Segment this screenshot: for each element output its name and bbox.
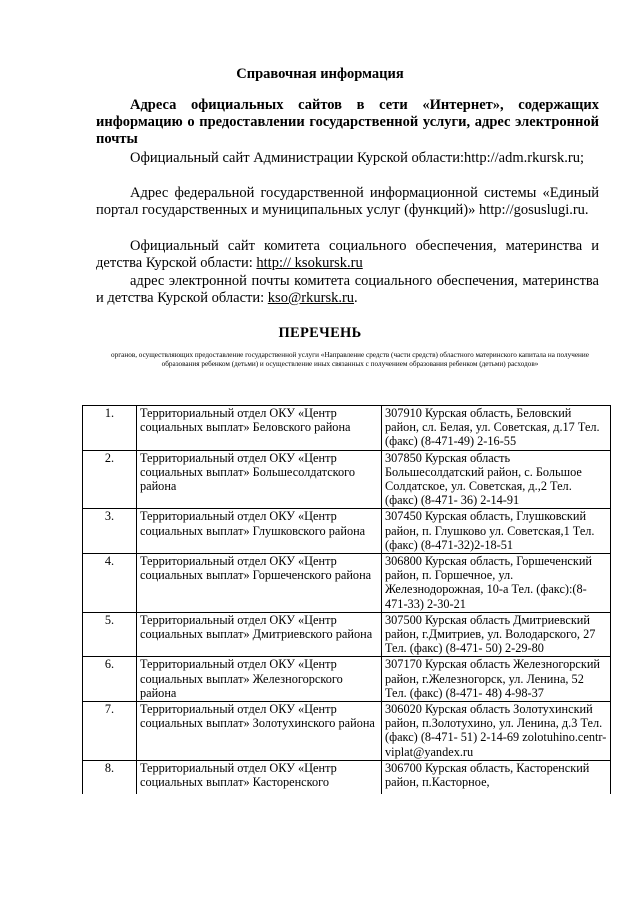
agency-address: 307850 Курская область Большесолдатский район, с. Большое Солдатское, ул. Советская, д.,2 Тел. (факс) (8-471- 36) 2-14-91 — [382, 450, 611, 509]
row-number: 5. — [83, 612, 137, 657]
agencies-table — [82, 405, 611, 794]
agency-address: 306800 Курская область, Горшеченский район, п. Горшечное, ул. Железнодорожная, 10-а Тел. (факс):(8-471-33) 2-30-21 — [382, 554, 611, 613]
committee-email-text — [96, 273, 599, 307]
list-heading: ПЕРЕЧЕНЬ — [278, 325, 362, 341]
table-row — [83, 406, 611, 451]
agency-address: 307910 Курская область, Беловский район, сл. Белая, ул. Советская, д.17 Тел. (факс) (8-471-49) 2-16-55 — [382, 406, 611, 451]
row-number: 2. — [83, 450, 137, 509]
agency-address: 307450 Курская область, Глушковский район, п. Глушково ул. Советская,1 Тел. (факс) (8-471-32)2-18-51 — [382, 509, 611, 554]
row-number: 8. — [83, 760, 137, 794]
agency-address: 307500 Курская область Дмитриевский район, г.Дмитриев, ул. Володарского, 27 Тел. (факс) (8-471- 50) 2-29-80 — [382, 612, 611, 657]
list-subtitle: органов, осуществляющих предоставление государственной услуги «Направление средств (части средств) областного материнского капитала на получение образования ребенком (детьми) и осуществление иных связанных с получением образования ребенком (детьми) расходов» — [111, 351, 589, 368]
addresses-heading: Адреса официальных сайтов в сети «Интернет», содержащих информацию о предоставлении государственной услуги, адрес электронной почты — [96, 97, 599, 147]
agency-name: Территориальный отдел ОКУ «Центр социальных выплат» Беловского района — [137, 406, 382, 451]
agency-address: 307170 Курская область Железногорский район, г.Железногорск, ул. Ленина, 52 Тел. (факс) (8-471- 48) 4-98-37 — [382, 657, 611, 702]
agency-address: 306700 Курская область, Касторенский район, п.Касторное, — [382, 760, 611, 794]
row-number: 1. — [83, 406, 137, 451]
agency-name: Территориальный отдел ОКУ «Центр социальных выплат» Горшеченского района — [137, 554, 382, 613]
admin-site-text: Официальный сайт Администрации Курской области:http://adm.rkursk.ru; — [130, 150, 585, 166]
committee-site-text — [96, 238, 599, 272]
table-row — [83, 509, 611, 554]
agency-name: Территориальный отдел ОКУ «Центр социальных выплат» Железногорского района — [137, 657, 382, 702]
table-row — [83, 657, 611, 702]
agency-name: Территориальный отдел ОКУ «Центр социальных выплат» Большесолдатского района — [137, 450, 382, 509]
committee-email-label: адрес электронной почты комитета социального обеспечения, материнства и детства Курской области: — [96, 273, 599, 306]
agency-name: Территориальный отдел ОКУ «Центр социальных выплат» Глушковского района — [137, 509, 382, 554]
federal-portal-text: Адрес федеральной государственной информационной системы «Единый портал государственных и муниципальных услуг (функций)» http://gosuslugi.ru. — [96, 185, 599, 218]
row-number: 6. — [83, 657, 137, 702]
table-row — [83, 450, 611, 509]
table-row — [83, 612, 611, 657]
committee-email-link[interactable]: kso@rkursk.ru — [267, 290, 355, 306]
agency-name: Территориальный отдел ОКУ «Центр социальных выплат» Дмитриевского района — [137, 612, 382, 657]
agency-name: Территориальный отдел ОКУ «Центр социальных выплат» Касторенского — [137, 760, 382, 794]
agency-address: 306020 Курская область Золотухинский район, п.Золотухино, ул. Ленина, д.3 Тел. (факс) (8-471- 51) 2-14-69 zolotuhino.centr-viplat@yandex.ru — [382, 702, 611, 761]
table-row — [83, 760, 611, 794]
agency-name: Территориальный отдел ОКУ «Центр социальных выплат» Золотухинского района — [137, 702, 382, 761]
committee-site-link[interactable]: http:// ksokursk.ru — [256, 255, 363, 271]
table-row — [83, 702, 611, 761]
row-number: 7. — [83, 702, 137, 761]
row-number: 4. — [83, 554, 137, 613]
table-row — [83, 554, 611, 613]
row-number: 3. — [83, 509, 137, 554]
committee-site-label: Официальный сайт комитета социального обеспечения, материнства и детства Курской области: — [96, 238, 599, 271]
committee-email-suffix: . — [354, 290, 358, 306]
page-title: Справочная информация — [236, 66, 404, 82]
